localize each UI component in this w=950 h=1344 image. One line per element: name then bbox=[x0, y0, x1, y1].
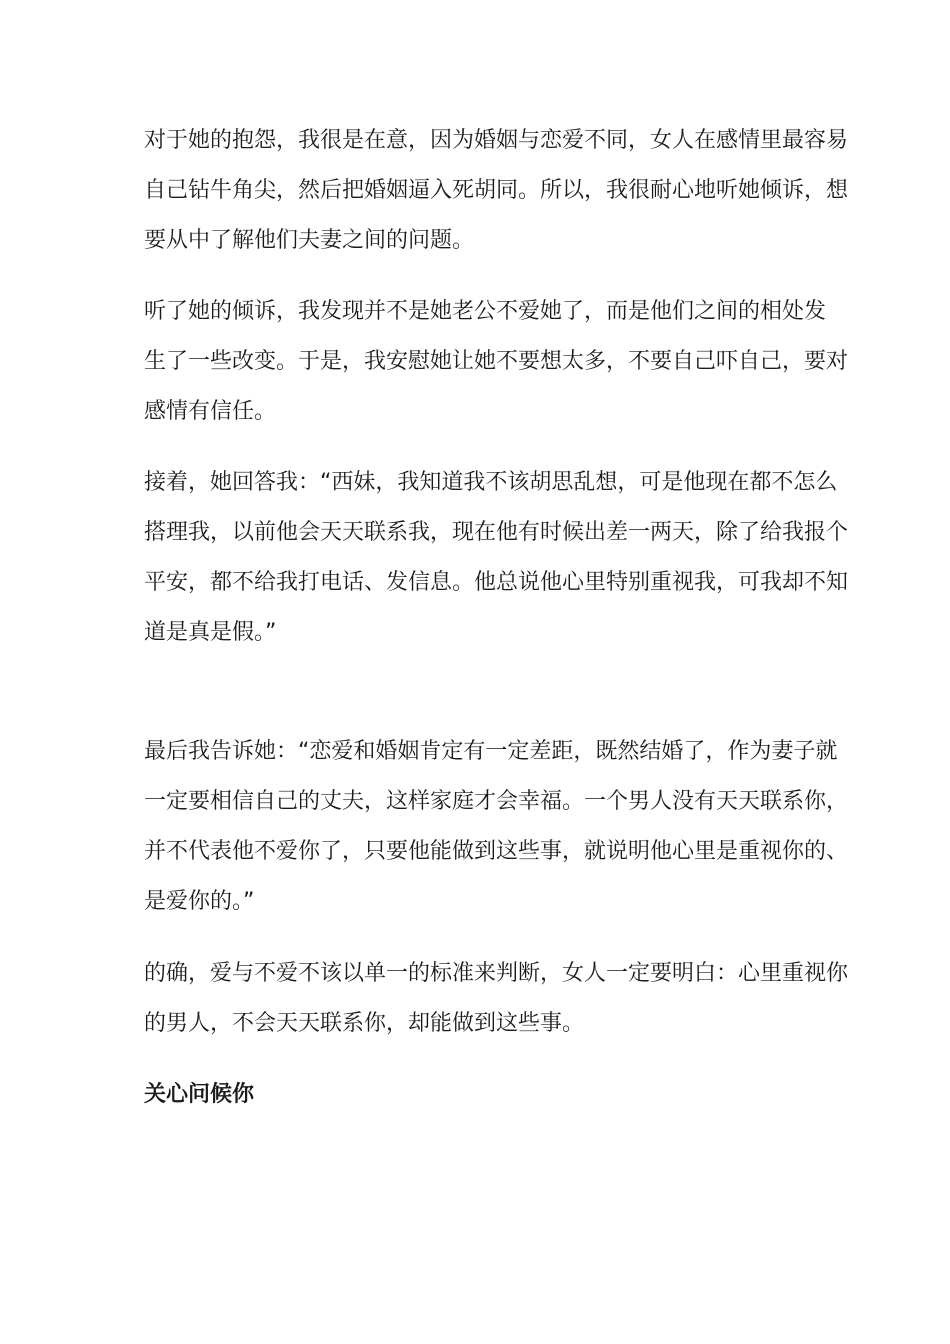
paragraph-4-line-2: 一定要相信自己的丈夫，这样家庭才会幸福。一个男人没有天天联系你， bbox=[144, 789, 849, 814]
paragraph-4-line-1: 最后我告诉她：“恋爱和婚姻肯定有一定差距，既然结婚了，作为妻子就 bbox=[144, 739, 838, 764]
paragraph-2-line-2: 生了一些改变。于是，我安慰她让她不要想太多，不要自己吓自己，要对 bbox=[144, 349, 849, 374]
paragraph-5-line-2: 的男人，不会天天联系你，却能做到这些事。 bbox=[144, 1011, 585, 1036]
paragraph-3-line-3: 平安，都不给我打电话、发信息。他总说他心里特别重视我，可我却不知 bbox=[144, 570, 849, 595]
section-heading: 关心问候你 bbox=[144, 1082, 255, 1107]
paragraph-2-line-3: 感情有信任。 bbox=[144, 399, 277, 424]
paragraph-4-line-4: 是爱你的。” bbox=[144, 889, 255, 914]
paragraph-2-line-1: 听了她的倾诉，我发现并不是她老公不爱她了，而是他们之间的相处发 bbox=[144, 299, 827, 324]
paragraph-3-line-2: 搭理我，以前他会天天联系我，现在他有时候出差一两天，除了给我报个 bbox=[144, 520, 849, 545]
paragraph-3-line-1: 接着，她回答我：“西妹，我知道我不该胡思乱想，可是他现在都不怎么 bbox=[144, 470, 838, 495]
paragraph-3-line-4: 道是真是假。” bbox=[144, 620, 277, 645]
paragraph-4-line-3: 并不代表他不爱你了，只要他能做到这些事，就说明他心里是重视你的、 bbox=[144, 839, 849, 864]
paragraph-5-line-1: 的确，爱与不爱不该以单一的标准来判断，女人一定要明白：心里重视你 bbox=[144, 961, 849, 986]
paragraph-1-line-2: 自己钻牛角尖，然后把婚姻逼入死胡同。所以，我很耐心地听她倾诉，想 bbox=[144, 178, 849, 203]
paragraph-1-line-3: 要从中了解他们夫妻之间的问题。 bbox=[144, 228, 475, 253]
paragraph-1-line-1: 对于她的抱怨，我很是在意，因为婚姻与恋爱不同，女人在感情里最容易 bbox=[144, 128, 849, 153]
